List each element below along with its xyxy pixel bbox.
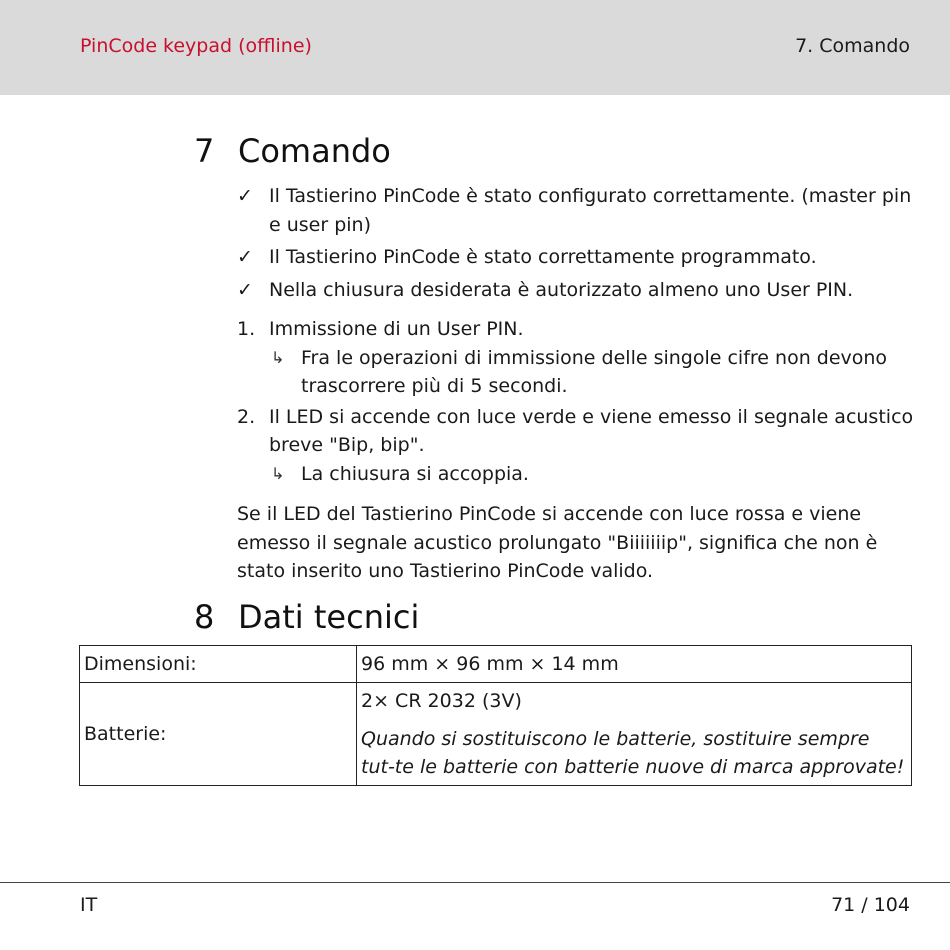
step-number: 2. bbox=[237, 405, 256, 428]
prerequisite-text: Nella chiusura desiderata è autorizzato almeno uno User PIN. bbox=[269, 278, 854, 301]
result-arrow-icon: ↳ bbox=[271, 347, 285, 367]
battery-value: 2× CR 2032 (3V) bbox=[361, 690, 522, 712]
failure-note: Se il LED del Tastierino PinCode si accende con luce rossa e viene emesso il segnale acustico prolungato "Biiiiiiip", significa che non è stato inserito uno Tastierino PinCode valido. bbox=[237, 503, 878, 582]
table-row bbox=[80, 646, 912, 683]
check-icon: ✓ bbox=[237, 185, 253, 207]
footer-divider bbox=[0, 882, 950, 883]
step-item bbox=[237, 315, 917, 401]
section-8-number: 8 bbox=[194, 598, 215, 636]
battery-cell bbox=[357, 683, 912, 786]
section-7-title: Comando bbox=[238, 132, 391, 170]
table-row bbox=[80, 683, 912, 786]
step-result bbox=[269, 344, 917, 401]
footer-language: IT bbox=[80, 894, 98, 916]
check-icon: ✓ bbox=[237, 246, 253, 268]
step-text: Immissione di un User PIN. bbox=[269, 318, 524, 340]
section-7-number: 7 bbox=[194, 132, 215, 170]
step-number: 1. bbox=[237, 318, 256, 340]
dimensions-value: 96 mm × 96 mm × 14 mm bbox=[357, 646, 912, 683]
step-result bbox=[269, 460, 917, 489]
steps-list bbox=[237, 315, 917, 490]
section-8-title: Dati tecnici bbox=[238, 598, 420, 636]
prerequisite-text: Il Tastierino PinCode è stato correttamente programmato. bbox=[269, 246, 817, 268]
header-section: 7. Comando bbox=[795, 35, 910, 57]
step-item bbox=[237, 403, 917, 489]
document-title: PinCode keypad (offline) bbox=[80, 35, 312, 57]
dimensions-label: Dimensioni: bbox=[80, 646, 357, 683]
prerequisite-text: Il Tastierino PinCode è stato configurato correttamente. (master pin e user pin) bbox=[269, 185, 912, 236]
technical-data-table bbox=[79, 645, 912, 786]
prerequisites-list bbox=[237, 182, 917, 308]
battery-note: Quando si sostituiscono le batterie, sostituire sempre tut-te le batterie con batterie nuove di marca approvate! bbox=[361, 728, 905, 778]
section-8-heading bbox=[194, 598, 419, 636]
step-text: Il LED si accende con luce verde e viene emesso il segnale acustico breve "Bip, bip". bbox=[269, 405, 914, 456]
prerequisite-item bbox=[237, 243, 917, 272]
page-header bbox=[0, 0, 950, 95]
result-arrow-icon: ↳ bbox=[271, 463, 285, 483]
battery-label: Batterie: bbox=[80, 683, 357, 786]
step-result-text: Fra le operazioni di immissione delle singole cifre non devono trascorrere più di 5 secondi. bbox=[301, 346, 888, 397]
check-icon: ✓ bbox=[237, 278, 253, 301]
prerequisite-item bbox=[237, 276, 917, 305]
prerequisite-item bbox=[237, 182, 917, 239]
section-7-heading bbox=[194, 132, 391, 170]
page-number: 71 / 104 bbox=[831, 894, 910, 916]
step-result-text: La chiusura si accoppia. bbox=[301, 462, 529, 485]
